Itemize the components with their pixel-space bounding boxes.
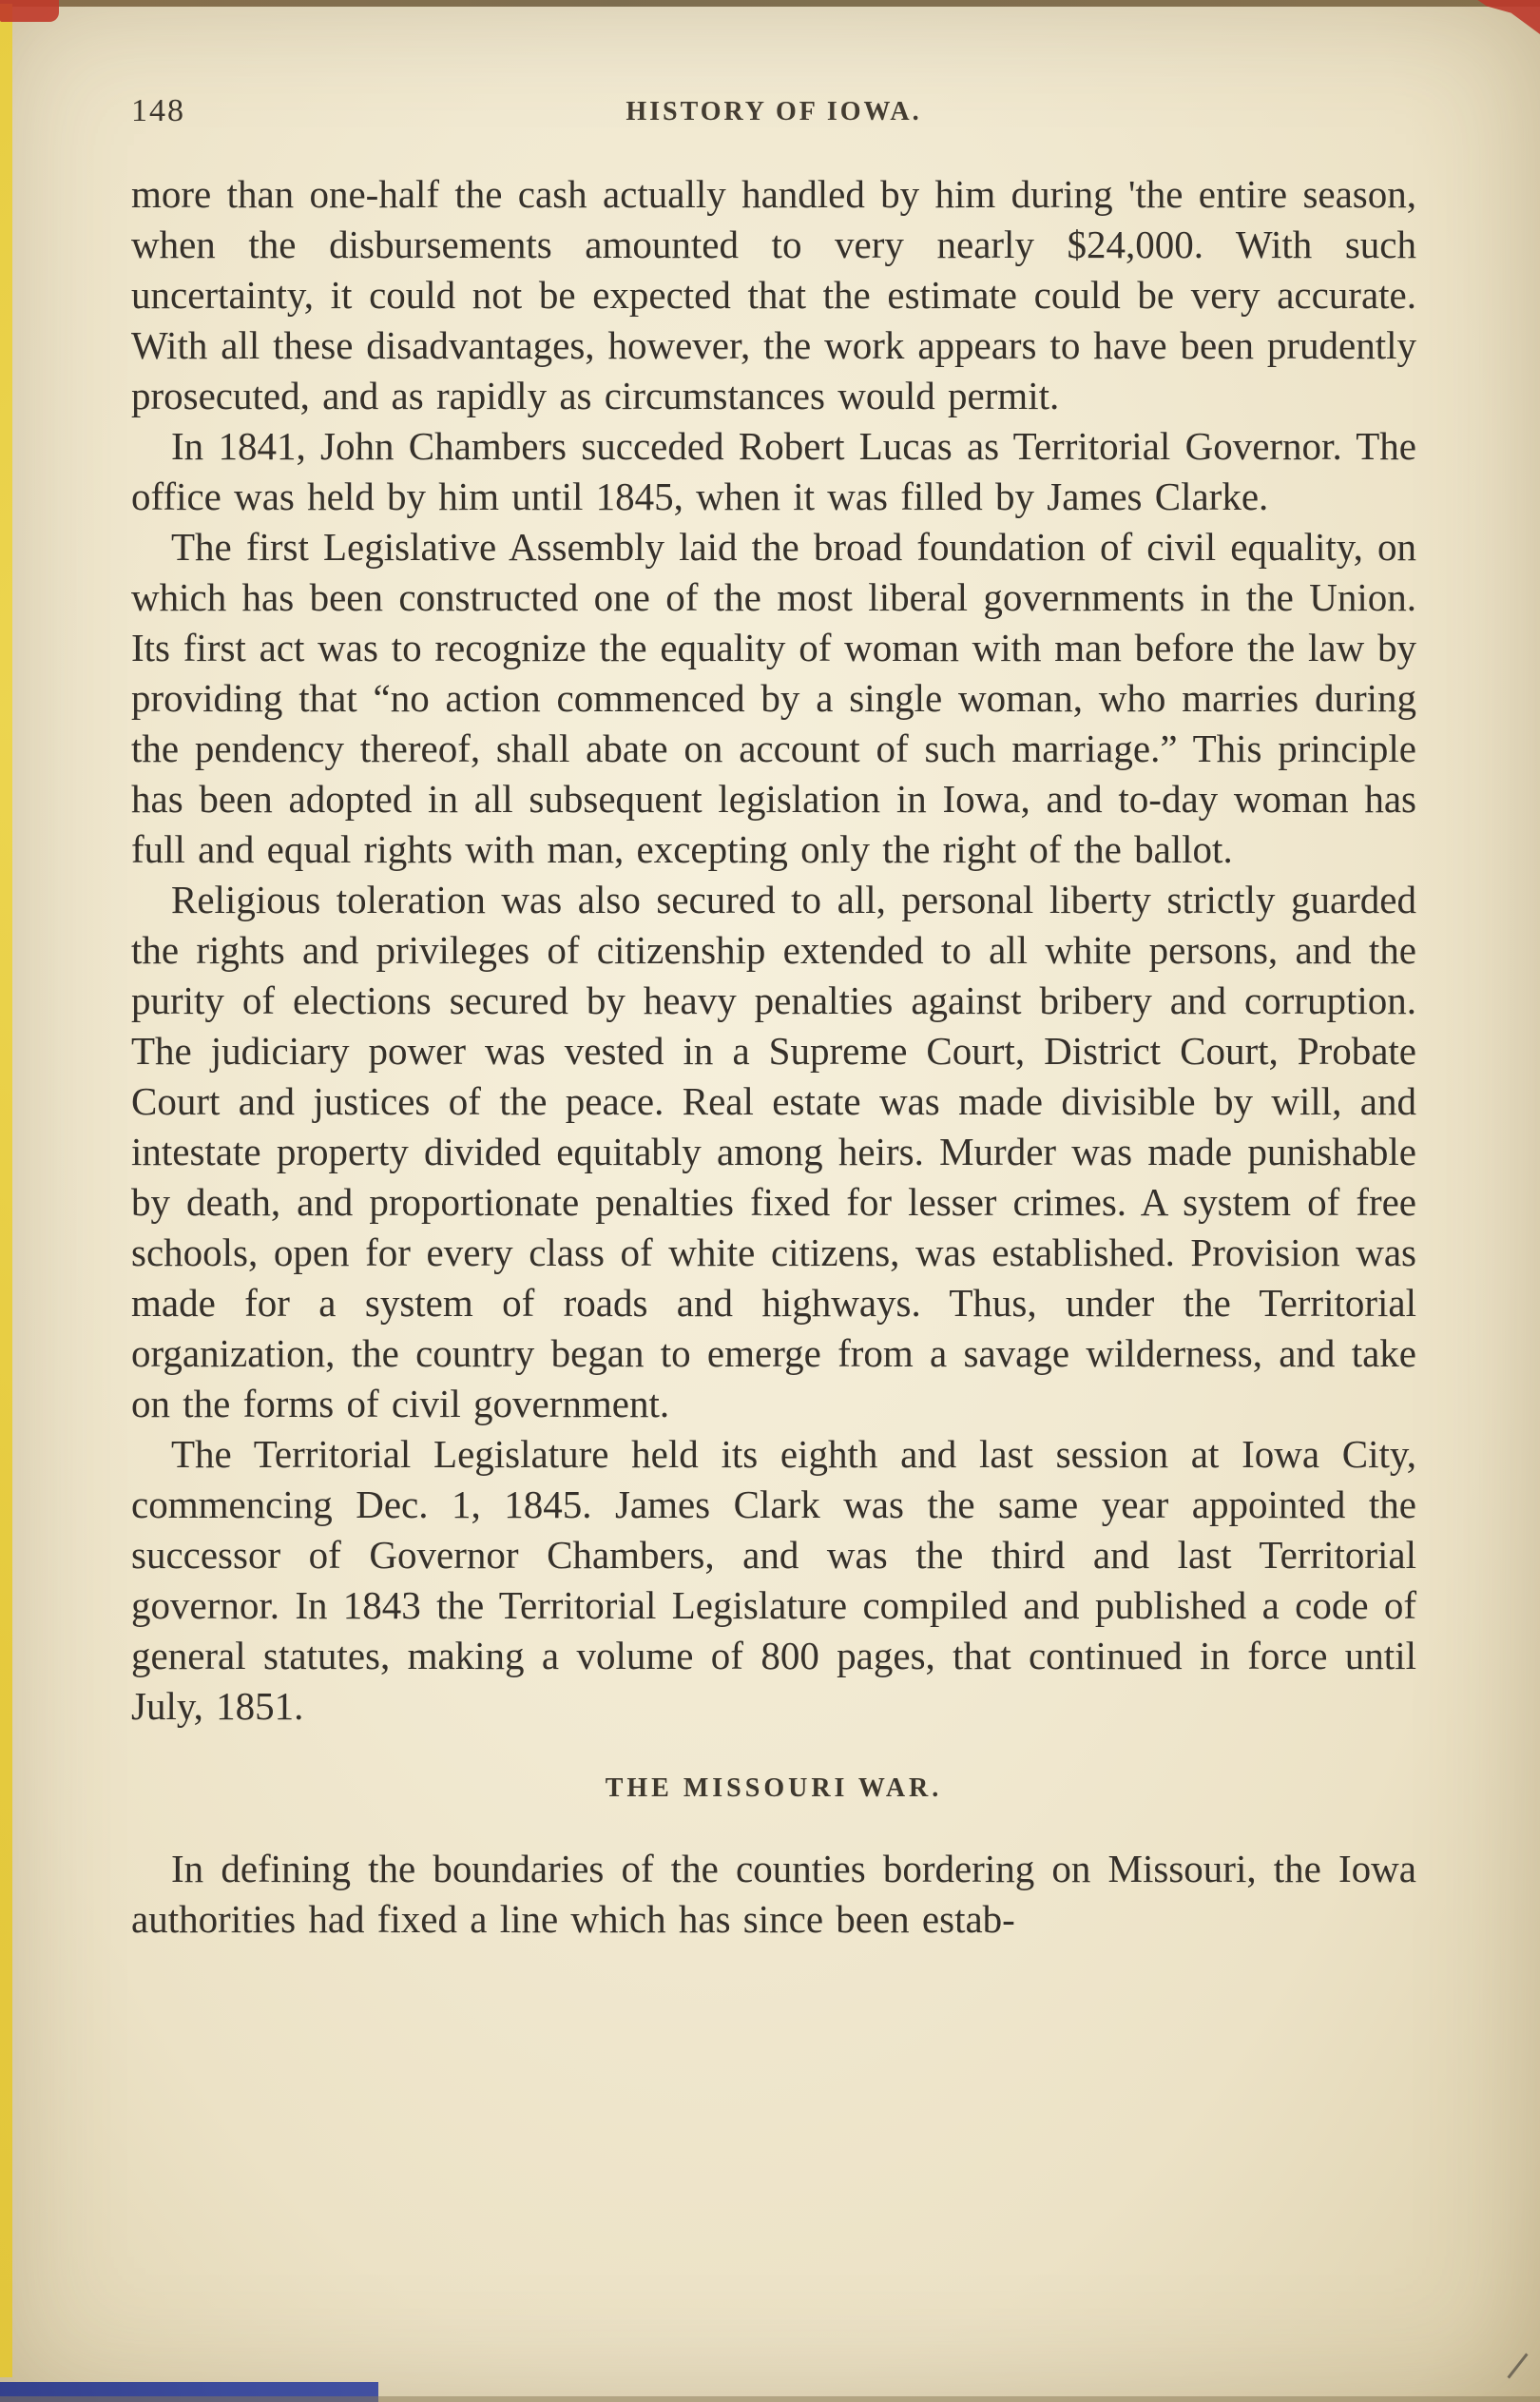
body-paragraph-2: In 1841, John Chambers succeded Robert Lucas as Territorial Governor. The office was held by him until 1845, when it was filled by James Clarke.	[131, 424, 1416, 518]
scan-edge-yellow-strip	[0, 4, 12, 2377]
body-paragraph-5: The Territorial Legislature held its eighth and last session at Iowa City, commencing Dec. 1, 1845. James Clark was the same year appointed the successor of Governor Chambers, and was the third and last Territorial governor. In 1843 the Territorial Legislature compiled and published a code of general statutes, making a volume of 800 pages, that continued in force until July, 1851.	[131, 1432, 1416, 1728]
page-number: 148	[131, 93, 185, 128]
body-paragraph-6: In defining the boundaries of the counties bordering on Missouri, the Iowa authorities had fixed a line which has since been estab-	[131, 1847, 1416, 1941]
section-heading-missouri-war: THE MISSOURI WAR.	[605, 1773, 943, 1803]
body-paragraph-1: more than one-half the cash actually handled by him during 'the entire season, when the disbursements amounted to very nearly $24,000. With such uncertainty, it could not be expected that the estimate could be very accurate. With all these disadvantages, however, the work appears to have been prudently prosecuted, and as rapidly as circumstances would permit.	[131, 172, 1416, 417]
page-header	[131, 91, 1416, 137]
body-text	[131, 169, 1416, 1945]
scan-edge-top	[0, 0, 1540, 7]
scan-speck	[1507, 2353, 1528, 2378]
body-paragraph-4: Religious toleration was also secured to all, personal liberty strictly guarded the rights and privileges of citizenship extended to all white persons, and the purity of elections secured by heavy penalties against bribery and corruption. The judiciary power was vested in a Supreme Court, District Court, Probate Court and justices of the peace. Real estate was made divisible by will, and intestate property divided equitably among heirs. Murder was made punishable by death, and proportionate penalties fixed for lesser crimes. A system of free schools, open for every class of white citizens, was established. Provision was made for a system of roads and highways. Thus, under the Territorial organization, the country began to emerge from a savage wilderness, and take on the forms of civil government.	[131, 878, 1416, 1425]
scan-edge-bottom	[0, 2396, 1540, 2402]
body-paragraph-3: The first Legislative Assembly laid the broad foundation of civil equality, on which has been constructed one of the most liberal governments in the Union. Its first act was to recognize the equality of woman with man before the law by providing that “no action commenced by a single woman, who marries during the pendency thereof, shall abate on account of such marriage.” This principle has been adopted in all subsequent legislation in Iowa, and to-day woman has full and equal rights with man, excepting only the right of the ballot.	[131, 525, 1416, 871]
page-content	[131, 91, 1416, 1945]
scan-corner-red-left	[0, 0, 59, 22]
running-header-title: HISTORY OF IOWA.	[626, 97, 922, 126]
